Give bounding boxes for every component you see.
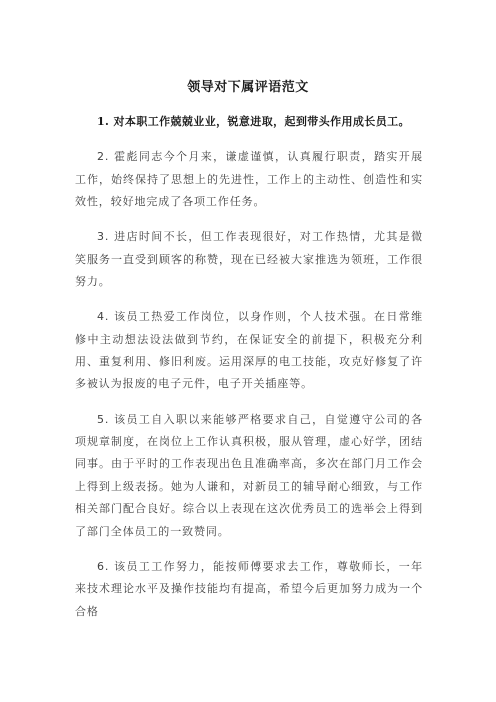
- paragraph-6: 6. 该员工工作努力，能按师傅要求去工作，尊敬师长，一年来技术理论水平及操作技能均有提高，希望今后更加努力成为一个合格: [75, 559, 423, 618]
- document-title: 领导对下属评语范文: [187, 80, 309, 95]
- paragraph-5: 5. 该员工自入职以来能够严格要求自己，自觉遵守公司的各项规章制度，在岗位上工作认真积极，服从管理，虚心好学，团结同事。由于平时的工作表现出色且准确率高，多次在部门月工作会上得到上级表扬。她为人谦和，对新员工的辅导耐心细致，与工作相关部门配合良好。综合以上表现在这次优秀员工的选举会上得到了部门全体员工的一致赞同。: [75, 412, 423, 538]
- paragraph-4: 4. 该员工热爱工作岗位，以身作则，个人技术强。在日常维修中主动想法设法做到节约，在保证安全的前提下，积极充分利用、重复利用、修旧利废。运用深厚的电工技能，攻克好修复了许多被认为报废的电子元件，电子开关插座等。: [75, 310, 423, 391]
- paragraph-3: 3. 进店时间不长，但工作表现很好，对工作热情，尤其是微笑服务一直受到顾客的称赞，现在已经被大家推选为领班，工作很努力。: [75, 230, 423, 289]
- document-body: [75, 111, 423, 636]
- paragraph-2: 2. 霍彪同志今个月来，谦虚谨慎，认真履行职责，踏实开展工作，始终保持了思想上的先进性，工作上的主动性、创造性和实效性，较好地完成了各项工作任务。: [75, 150, 423, 209]
- paragraph-1: 1. 对本职工作兢兢业业，锐意进取，起到带头作用成长员工。: [97, 115, 410, 128]
